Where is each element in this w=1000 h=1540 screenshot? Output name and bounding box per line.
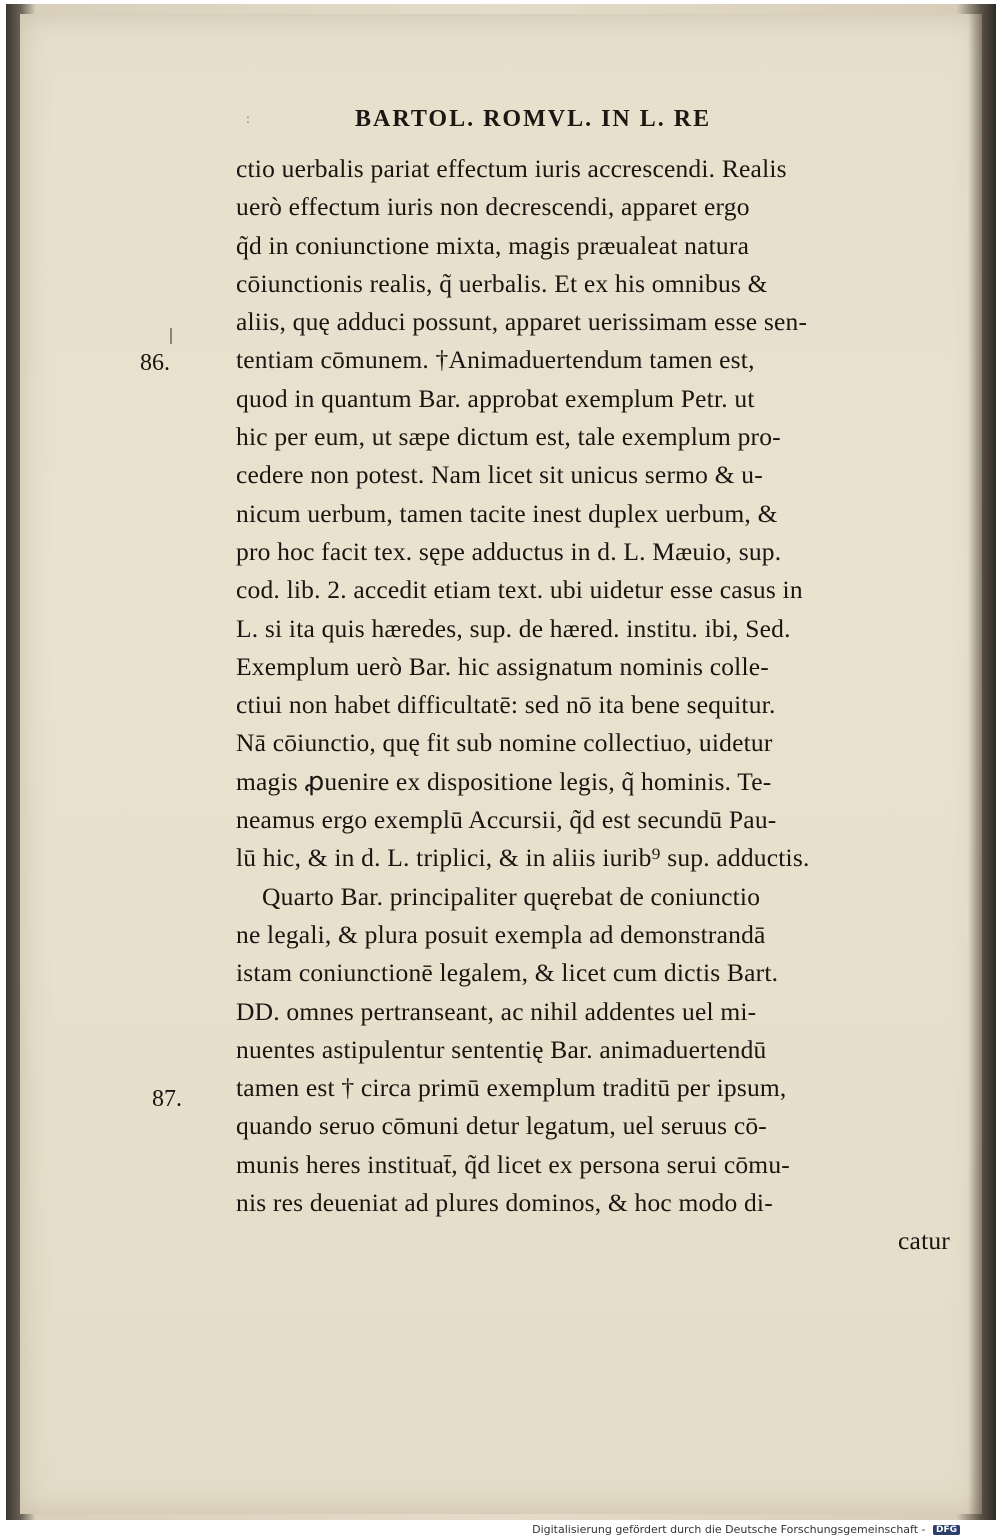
- text-line: q̃d in coniunctione mixta, magis præualeat natura: [236, 230, 750, 260]
- text-line: ne legali, & plura posuit exempla ad demonstrandā: [236, 919, 766, 949]
- text-line: quod in quantum Bar. approbat exemplum Petr. ut: [236, 383, 755, 413]
- text-line: Quarto Bar. principaliter quęrebat de coniunctio: [262, 881, 761, 911]
- text-line: DD. omnes pertranseant, ac nihil addentes uel mi-: [236, 996, 757, 1026]
- credit-text: Digitalisierung gefördert durch die Deutsche Forschungsgemeinschaft -: [532, 1523, 926, 1536]
- margin-number: 86.: [140, 350, 170, 376]
- dfg-logo-icon: DFG: [933, 1525, 960, 1535]
- text-line: cod. lib. 2. accedit etiam text. ubi uidetur esse casus in: [236, 575, 803, 605]
- page-gutter-shadow: [968, 14, 982, 1514]
- text-line: munis heres instituat̄, q̃d licet ex persona serui cōmu-: [236, 1149, 790, 1179]
- running-head: BARTOL. ROMVL. IN L. RE: [355, 106, 712, 132]
- text-line: lū hic, & in d. L. triplici, & in aliis iurib⁹ sup. adductis.: [236, 843, 810, 873]
- text-line: cedere non potest. Nam licet sit unicus sermo & u-: [236, 460, 763, 490]
- catchword: catur: [898, 1226, 950, 1256]
- margin-number: 87.: [152, 1086, 182, 1112]
- text-line: magis ꝓuenire ex dispositione legis, q̃ hominis. Te-: [236, 766, 772, 796]
- body-text: [236, 150, 956, 1261]
- text-line: neamus ergo exemplū Accursii, q̃d est secundū Pau-: [236, 805, 777, 835]
- text-line: istam coniunctionē legalem, & licet cum dictis Bart.: [236, 958, 779, 988]
- text-line: ctiui non habet difficultatē: sed nō ita bene sequitur.: [236, 690, 776, 720]
- text-line: cōiunctionis realis, q̃ uerbalis. Et ex his omnibus &: [236, 268, 768, 298]
- text-line: quando seruo cōmuni detur legatum, uel seruus cō-: [236, 1111, 767, 1141]
- text-line: tentiam cōmunem. †Animaduertendum tamen est,: [236, 345, 755, 375]
- text-line: nuentes astipulentur sententię Bar. animaduertendū: [236, 1034, 767, 1064]
- text-line: tamen est † circa primū exemplum traditū per ipsum,: [236, 1073, 787, 1103]
- text-line: hic per eum, ut sæpe dictum est, tale exemplum pro-: [236, 422, 781, 452]
- gutter-mark: [170, 328, 172, 344]
- text-line: Exemplum uerò Bar. hic assignatum nominis colle-: [236, 651, 769, 681]
- text-line: L. si ita quis hæredes, sup. de hæred. institu. ibi, Sed.: [236, 613, 791, 643]
- text-line: nicum uerbum, tamen tacite inest duplex uerbum, &: [236, 498, 778, 528]
- text-line: uerò effectum iuris non decrescendi, apparet ergo: [236, 192, 750, 222]
- text-line: ctio uerbalis pariat effectum iuris accrescendi. Realis: [236, 154, 787, 183]
- text-line: pro hoc facit tex. sępe adductus in d. L. Mæuio, sup.: [236, 536, 782, 566]
- text-line: aliis, quę adduci possunt, apparet uerissimam esse sen-: [236, 307, 808, 337]
- digitization-credit: [532, 1523, 960, 1536]
- stray-mark: :: [246, 112, 250, 127]
- text-line: Nā cōiunctio, quę fit sub nomine collectiuo, uidetur: [236, 728, 773, 758]
- text-line: nis res deueniat ad plures dominos, & hoc modo di-: [236, 1188, 773, 1218]
